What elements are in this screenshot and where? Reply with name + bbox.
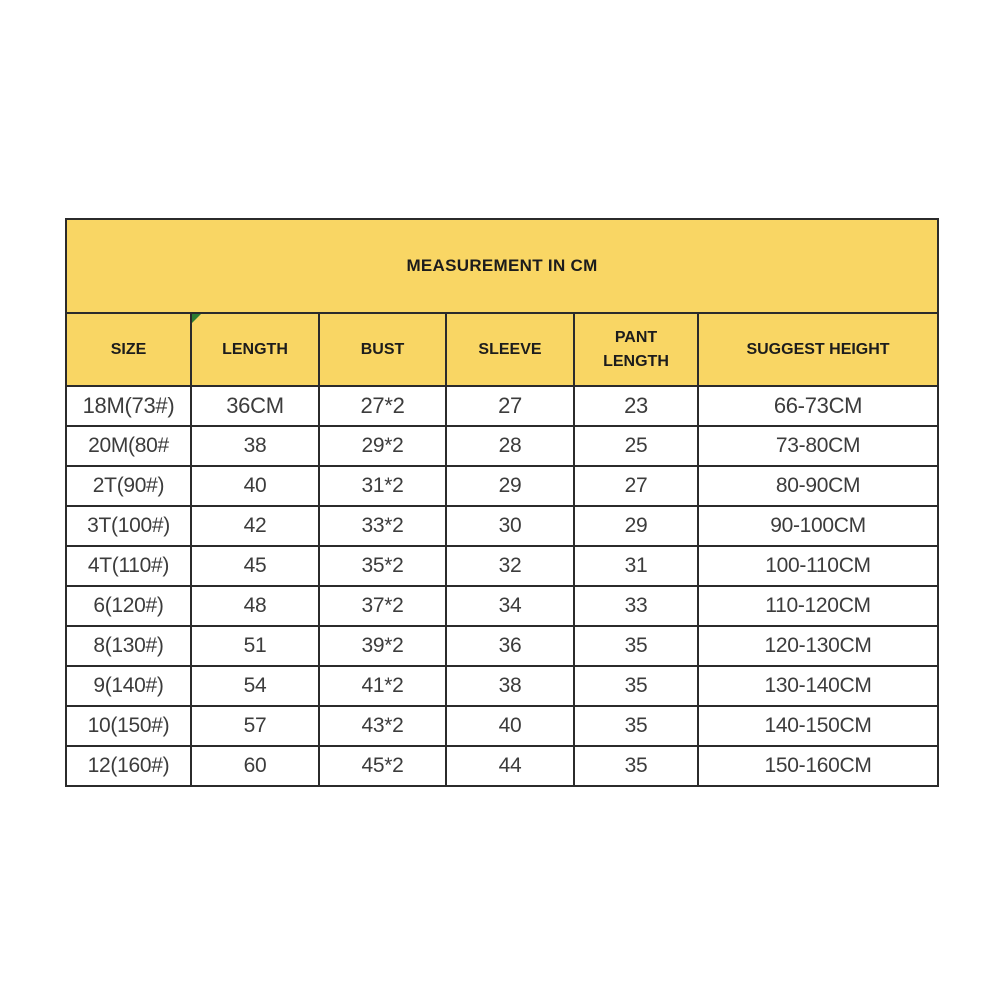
cell-sleeve: 32 bbox=[446, 546, 574, 586]
table-row bbox=[66, 546, 938, 586]
table-row bbox=[66, 506, 938, 546]
table-row bbox=[66, 706, 938, 746]
green-corner-marker-icon bbox=[192, 314, 201, 323]
cell-pant-length: 23 bbox=[574, 386, 698, 426]
column-header-label: LENGTH bbox=[222, 340, 288, 358]
cell-pant-length: 33 bbox=[574, 586, 698, 626]
cell-bust: 27*2 bbox=[319, 386, 446, 426]
cell-size: 3T(100#) bbox=[66, 506, 191, 546]
cell-sleeve: 36 bbox=[446, 626, 574, 666]
cell-bust: 33*2 bbox=[319, 506, 446, 546]
column-header-suggest-height bbox=[698, 313, 938, 386]
cell-suggest-height: 90-100CM bbox=[698, 506, 938, 546]
cell-pant-length: 35 bbox=[574, 666, 698, 706]
cell-bust: 29*2 bbox=[319, 426, 446, 466]
cell-suggest-height: 110-120CM bbox=[698, 586, 938, 626]
table-row bbox=[66, 426, 938, 466]
cell-length: 38 bbox=[191, 426, 319, 466]
table-body bbox=[66, 386, 938, 786]
cell-size: 10(150#) bbox=[66, 706, 191, 746]
cell-suggest-height: 66-73CM bbox=[698, 386, 938, 426]
cell-bust: 37*2 bbox=[319, 586, 446, 626]
column-header-pant-length bbox=[574, 313, 698, 386]
cell-length: 51 bbox=[191, 626, 319, 666]
column-header-label: SIZE bbox=[110, 340, 147, 358]
cell-pant-length: 35 bbox=[574, 746, 698, 786]
cell-length: 57 bbox=[191, 706, 319, 746]
cell-bust: 45*2 bbox=[319, 746, 446, 786]
column-header-length bbox=[191, 313, 319, 386]
cell-length: 48 bbox=[191, 586, 319, 626]
cell-pant-length: 35 bbox=[574, 626, 698, 666]
cell-sleeve: 44 bbox=[446, 746, 574, 786]
cell-size: 9(140#) bbox=[66, 666, 191, 706]
cell-suggest-height: 120-130CM bbox=[698, 626, 938, 666]
cell-pant-length: 31 bbox=[574, 546, 698, 586]
cell-size: 8(130#) bbox=[66, 626, 191, 666]
cell-pant-length: 27 bbox=[574, 466, 698, 506]
column-header-label: SLEEVE bbox=[478, 340, 542, 358]
table-title-row bbox=[66, 219, 938, 313]
cell-suggest-height: 73-80CM bbox=[698, 426, 938, 466]
cell-sleeve: 30 bbox=[446, 506, 574, 546]
size-chart-table bbox=[65, 218, 939, 787]
cell-size: 4T(110#) bbox=[66, 546, 191, 586]
cell-length: 54 bbox=[191, 666, 319, 706]
cell-length: 40 bbox=[191, 466, 319, 506]
table-row bbox=[66, 586, 938, 626]
cell-sleeve: 40 bbox=[446, 706, 574, 746]
table-row bbox=[66, 626, 938, 666]
column-header-sleeve bbox=[446, 313, 574, 386]
column-header-label: PANT LENGTH bbox=[603, 329, 669, 370]
cell-sleeve: 27 bbox=[446, 386, 574, 426]
column-header-bust bbox=[319, 313, 446, 386]
table-row bbox=[66, 666, 938, 706]
cell-length: 45 bbox=[191, 546, 319, 586]
cell-size: 12(160#) bbox=[66, 746, 191, 786]
cell-sleeve: 38 bbox=[446, 666, 574, 706]
table-title: MEASUREMENT IN CM bbox=[66, 219, 938, 313]
size-chart bbox=[65, 218, 937, 787]
cell-bust: 41*2 bbox=[319, 666, 446, 706]
column-header-label: BUST bbox=[360, 340, 405, 358]
cell-suggest-height: 140-150CM bbox=[698, 706, 938, 746]
cell-size: 2T(90#) bbox=[66, 466, 191, 506]
cell-size: 6(120#) bbox=[66, 586, 191, 626]
cell-sleeve: 29 bbox=[446, 466, 574, 506]
cell-bust: 31*2 bbox=[319, 466, 446, 506]
cell-pant-length: 25 bbox=[574, 426, 698, 466]
cell-length: 42 bbox=[191, 506, 319, 546]
table-row bbox=[66, 746, 938, 786]
cell-pant-length: 29 bbox=[574, 506, 698, 546]
cell-length: 60 bbox=[191, 746, 319, 786]
column-header-label: SUGGEST HEIGHT bbox=[746, 340, 890, 358]
column-header-row bbox=[66, 313, 938, 386]
cell-sleeve: 28 bbox=[446, 426, 574, 466]
cell-suggest-height: 80-90CM bbox=[698, 466, 938, 506]
cell-bust: 43*2 bbox=[319, 706, 446, 746]
cell-length: 36CM bbox=[191, 386, 319, 426]
cell-sleeve: 34 bbox=[446, 586, 574, 626]
table-row bbox=[66, 466, 938, 506]
cell-size: 18M(73#) bbox=[66, 386, 191, 426]
column-header-size bbox=[66, 313, 191, 386]
cell-suggest-height: 150-160CM bbox=[698, 746, 938, 786]
cell-size: 20M(80# bbox=[66, 426, 191, 466]
table-row bbox=[66, 386, 938, 426]
cell-bust: 39*2 bbox=[319, 626, 446, 666]
cell-suggest-height: 100-110CM bbox=[698, 546, 938, 586]
cell-bust: 35*2 bbox=[319, 546, 446, 586]
cell-suggest-height: 130-140CM bbox=[698, 666, 938, 706]
cell-pant-length: 35 bbox=[574, 706, 698, 746]
